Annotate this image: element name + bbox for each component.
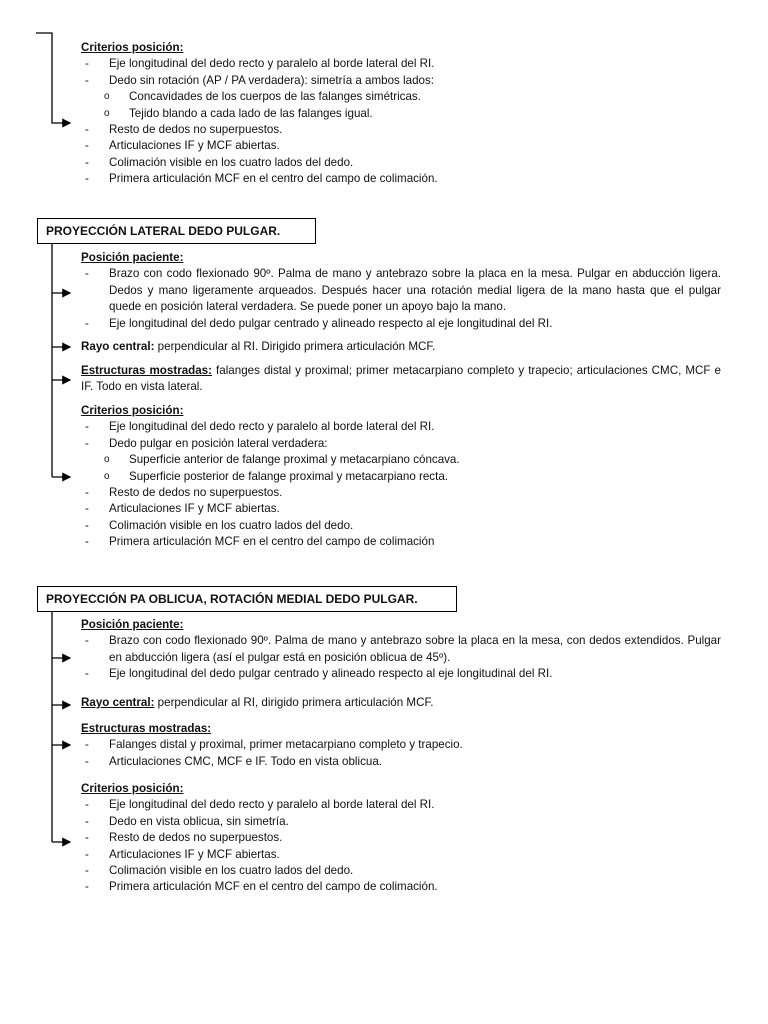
list-item: - Articulaciones IF y MCF abiertas. [81,847,721,863]
criterios-list [81,56,721,89]
rayo-text: perpendicular al RI, dirigido primera articulación MCF. [154,696,434,709]
section-title: PROYECCIÓN PA OBLICUA, ROTACIÓN MEDIAL DEDO PULGAR. [46,592,418,606]
list-item: - Dedo en vista oblicua, sin simetría. [81,814,721,830]
list-item: - Eje longitudinal del dedo pulgar centrado y alineado respecto al eje longitudinal del RI. [81,316,721,332]
sub-list-item: o Concavidades de los cuerpos de las falanges simétricas. [81,89,721,105]
criterios-heading: Criterios posición: [81,41,184,54]
posicion-list [81,633,721,682]
section2-posicion [81,250,721,332]
section2-criterios [81,403,721,551]
section3-title-box [37,586,457,612]
list-item: - Resto de dedos no superpuestos. [81,830,721,846]
rayo-heading: Rayo central: [81,696,155,709]
estructuras-heading: Estructuras mostradas: [81,364,212,377]
criterios-heading: Criterios posición: [81,782,184,795]
list-item: - Articulaciones IF y MCF abiertas. [81,501,721,517]
list-item: - Eje longitudinal del dedo pulgar centrado y alineado respecto al eje longitudinal del RI. [81,666,721,682]
rayo-heading: Rayo central: [81,340,155,353]
criterios-list [81,797,721,895]
section1-criterios [81,40,721,188]
list-item: - Dedo sin rotación (AP / PA verdadera): simetría a ambos lados: [81,73,721,89]
list-item: - Primera articulación MCF en el centro del campo de colimación [81,534,721,550]
list-item: - Colimación visible en los cuatro lados del dedo. [81,155,721,171]
sub-list-item: o Tejido blando a cada lado de las falanges igual. [81,106,721,122]
estructuras-heading: Estructuras mostradas: [81,722,212,735]
list-item: - Dedo pulgar en posición lateral verdadera: [81,436,721,452]
list-item: - Eje longitudinal del dedo recto y paralelo al borde lateral del RI. [81,419,721,435]
sub-list-item: o Superficie posterior de falange proximal y metacarpiano recta. [81,469,721,485]
list-item: - Brazo con codo flexionado 90º. Palma de mano y antebrazo sobre la placa en la mesa, con dedos extendidos. Pulgar en abducción ligera (así el pulgar está en posición oblicua de 45º). [81,633,721,666]
list-item: - Primera articulación MCF en el centro del campo de colimación. [81,879,721,895]
list-item: - Resto de dedos no superpuestos. [81,122,721,138]
sub-list-item: o Superficie anterior de falange proximal y metacarpiano cóncava. [81,452,721,468]
section3-estructuras [81,721,721,770]
list-item: - Articulaciones CMC, MCF e IF. Todo en vista oblicua. [81,754,721,770]
section3-criterios [81,781,721,896]
posicion-heading: Posición paciente: [81,618,184,631]
criterios-list [81,419,721,452]
estructuras-list [81,737,721,770]
list-item: - Brazo con codo flexionado 90º. Palma de mano y antebrazo sobre la placa en la mesa. Pulgar en abducción ligera. Dedos y mano ligeramente arqueados. Después hacer una rotación medial ligera de la mano hasta que el pulgar quede en posición lateral verdadera. Se puede poner un apoyo bajo la mano. [81,266,721,315]
posicion-list [81,266,721,332]
section2-estructuras [81,363,721,396]
estructuras-text: falanges distal y proximal; primer metacarpiano completo y trapecio; articulaciones CMC, MCF e IF. Todo en vista lateral. [81,364,721,394]
list-item: - Colimación visible en los cuatro lados del dedo. [81,863,721,879]
rayo-text: perpendicular al RI. Dirigido primera articulación MCF. [154,340,436,353]
criterios-heading: Criterios posición: [81,404,184,417]
list-item: - Colimación visible en los cuatro lados del dedo. [81,518,721,534]
list-item: - Eje longitudinal del dedo recto y paralelo al borde lateral del RI. [81,797,721,813]
criterios-sublist [81,89,721,122]
list-item: - Resto de dedos no superpuestos. [81,485,721,501]
bracket-arrow [36,33,70,123]
criterios-sublist [81,452,721,485]
section3-posicion [81,617,721,683]
section3-rayo [81,695,721,711]
list-item: - Articulaciones IF y MCF abiertas. [81,138,721,154]
posicion-heading: Posición paciente: [81,251,184,264]
section2-title-box [37,218,316,244]
criterios-list-cont [81,485,721,551]
criterios-list-cont [81,122,721,188]
section2-rayo [81,339,721,355]
section-title: PROYECCIÓN LATERAL DEDO PULGAR. [46,224,281,238]
list-item: - Eje longitudinal del dedo recto y paralelo al borde lateral del RI. [81,56,721,72]
list-item: - Falanges distal y proximal, primer metacarpiano completo y trapecio. [81,737,721,753]
list-item: - Primera articulación MCF en el centro del campo de colimación. [81,171,721,187]
